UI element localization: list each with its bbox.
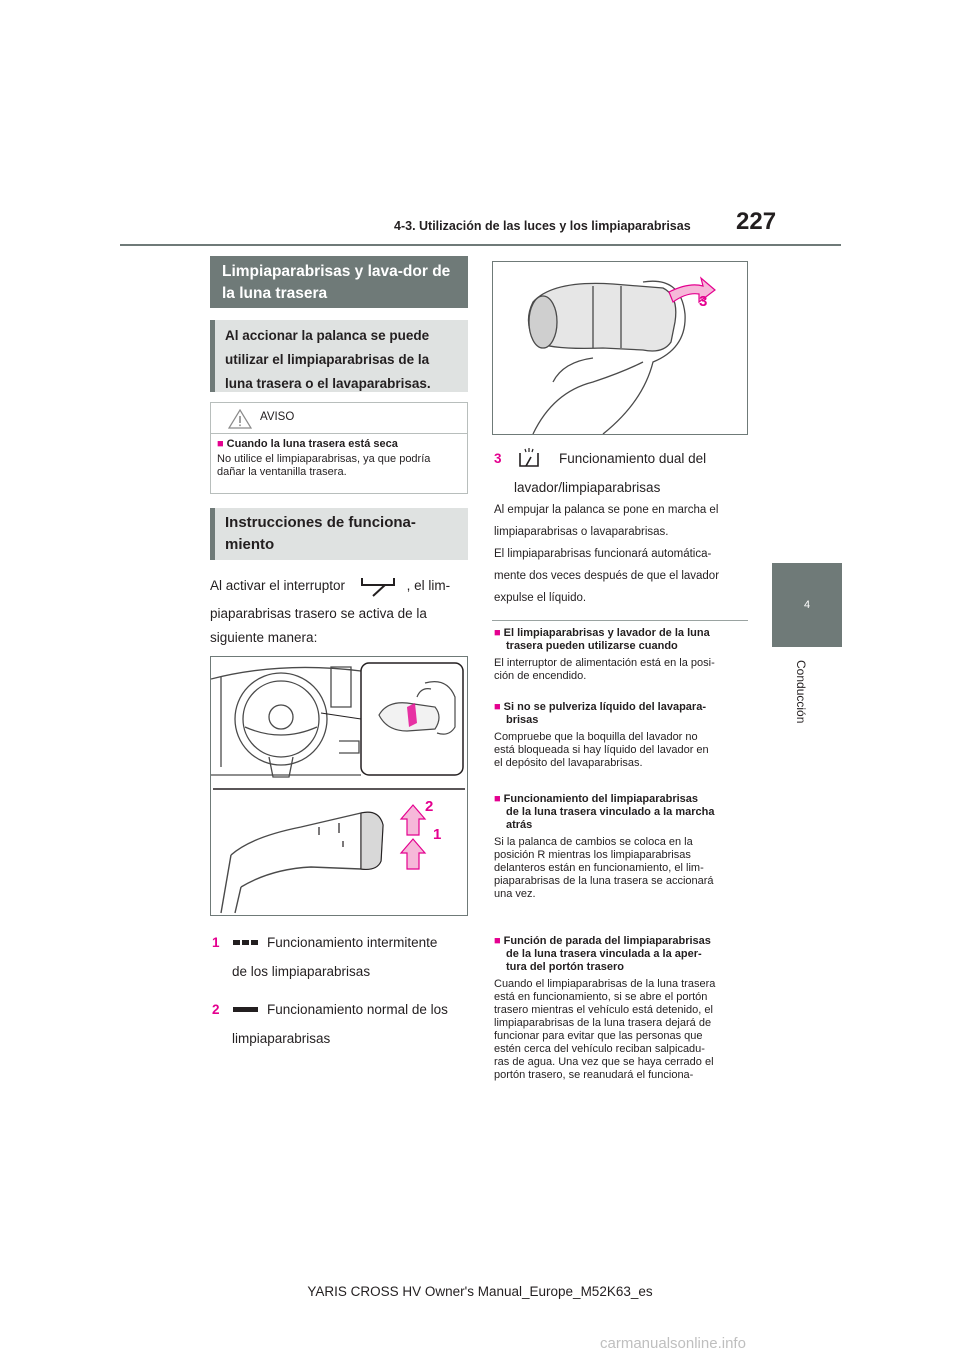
item-3-description: Al empujar la palanca se pone en marcha el limpiaparabrisas o lavaparabrisas. El limpiaparabrisas funcionará automática- mente dos veces después de que el lavador expulse el líquido. xyxy=(494,504,720,604)
lever-push-figure xyxy=(492,261,748,435)
note-3: ■ Funcionamiento del limpiaparabrisas de la luna trasera vinculado a la marcha atrás Si la palanca de cambios se coloca en la posición R mientras los limpiaparabrisas delanteros están en funcionamiento, el lim- piaparabrisas de la luna trasera se accionará una vez. xyxy=(494,793,715,900)
note-4: ■ Función de parada del limpiaparabrisas de la luna trasera vinculada a la aper- tura del portón trasero Cuando el limpiaparabrisas de la luna trasera está en funcionamiento, si se abre el portón trasero mientras el vehículo está detenido, el limpiaparabrisas de la luna trasera dejará de funcionar para evitar que las personas que estén cerca del vehículo reciban salpicadu- ras de agua. Una vez que se haya cerrado el portón trasero, se reanudará el funciona- xyxy=(494,935,716,1081)
warning-triangle-icon xyxy=(228,409,252,429)
warning-subheading: ■ Cuando la luna trasera está seca xyxy=(217,438,398,450)
section-separator xyxy=(492,620,748,621)
figure-label-2: 2 xyxy=(425,798,434,815)
operation-text-line-3: siguiente manera: xyxy=(210,630,318,645)
warning-title: AVISO xyxy=(260,411,295,423)
header-rule xyxy=(120,244,841,246)
warning-text: No utilice el limpiaparabrisas, ya que podría dañar la ventanilla trasera. xyxy=(217,453,431,478)
lever-illustration xyxy=(211,657,467,915)
square-bullet-icon: ■ xyxy=(494,701,501,713)
normal-icon xyxy=(233,1006,259,1014)
item-2: 2 Funcionamiento normal de los xyxy=(212,1002,448,1017)
wiper-lever-figure xyxy=(210,656,468,916)
note-2: ■ Si no se pulveriza líquido del lavapara- brisas Compruebe que la boquilla del lavador no está bloqueada si hay líquido del lavador en el depósito del lavaparabrisas. xyxy=(494,701,709,769)
square-bullet-icon: ■ xyxy=(217,438,224,450)
chapter-label: Conducción xyxy=(794,660,808,724)
rear-wiper-switch-icon xyxy=(359,575,397,597)
intro-box: Al accionar la palanca se puede utilizar el limpiaparabrisas de la luna trasera o el lavaparabrisas. xyxy=(210,320,468,392)
warning-box xyxy=(210,402,468,494)
page-number: 227 xyxy=(736,208,777,235)
figure-label-1: 1 xyxy=(433,826,442,843)
figure-label-3: 3 xyxy=(699,293,708,310)
washer-icon xyxy=(517,448,541,470)
page-footer: YARIS CROSS HV Owner's Manual_Europe_M52K63_es xyxy=(307,1284,653,1299)
item-1: 1 Funcionamiento intermitente xyxy=(212,935,438,950)
hand-lever-illustration xyxy=(493,262,747,434)
section-header: 4-3. Utilización de las luces y los limpiaparabrisas xyxy=(394,219,691,233)
square-bullet-icon: ■ xyxy=(494,627,501,639)
intermittent-icon xyxy=(233,939,259,947)
chapter-tab[interactable]: 4 xyxy=(772,563,842,647)
note-1: ■ El limpiaparabrisas y lavador de la luna trasera pueden utilizarse cuando El interruptor de alimentación está en la posi- ción de encendido. xyxy=(494,627,715,682)
section-title-rear-wiper: Limpiaparabrisas y lava-dor de la luna trasera xyxy=(210,256,468,308)
operation-text-line: Al activar el interruptor , el lim- xyxy=(210,572,450,600)
operation-text-line-2: piaparabrisas trasero se activa de la xyxy=(210,606,427,621)
watermark[interactable]: carmanualsonline.info xyxy=(600,1335,746,1352)
section-title-instructions: Instrucciones de funciona-miento xyxy=(210,508,468,560)
item-3-line-2: lavador/limpiaparabrisas xyxy=(514,480,661,495)
item-1-line-2: de los limpiaparabrisas xyxy=(232,964,371,979)
item-2-line-2: limpiaparabrisas xyxy=(232,1031,331,1046)
square-bullet-icon: ■ xyxy=(494,935,501,947)
square-bullet-icon: ■ xyxy=(494,793,501,805)
item-3: 3 Funcionamiento dual del xyxy=(494,445,706,473)
